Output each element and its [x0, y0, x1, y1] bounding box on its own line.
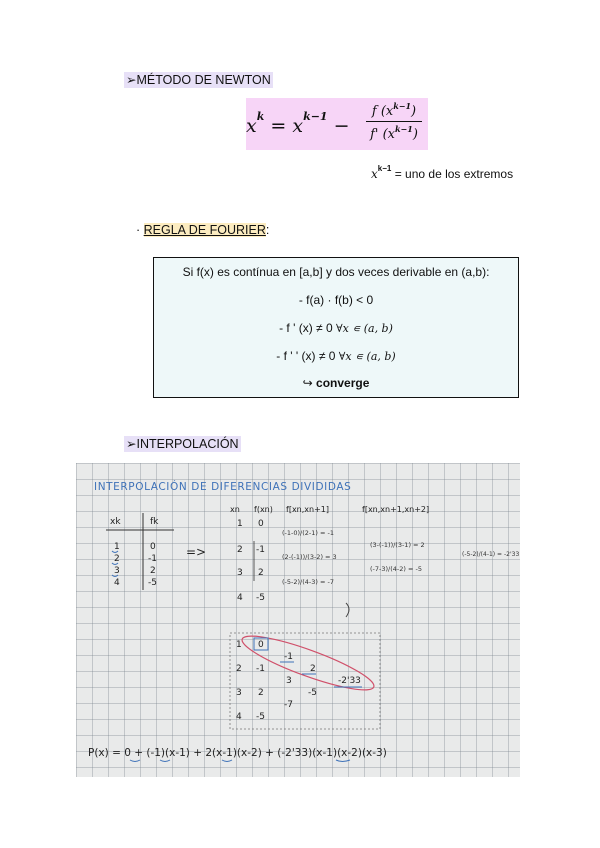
arrow-implies: => [186, 545, 207, 559]
fxn-3: 2 [258, 568, 264, 578]
tri-d2-1: 2 [310, 664, 316, 674]
left-x-3: 3 [114, 566, 120, 576]
tri-x-4: 4 [236, 712, 242, 722]
xn-3: 3 [237, 568, 243, 578]
left-x-4: 4 [114, 578, 120, 588]
tri-d2-2: -5 [308, 688, 317, 698]
polynomial: P(x) = 0 + (-1)(x-1) + 2(x-1)(x-2) + (-2'33)(x-1)(x-2)(x-3) [88, 747, 387, 759]
tri-d3: -2'33 [338, 676, 361, 686]
formula-denominator: f' $(x^{k-1})$ [370, 124, 418, 142]
formula-numerator: f $(x^{k-1})$ [371, 101, 417, 119]
tri-x-1: 1 [236, 640, 242, 650]
left-f-2: -1 [148, 554, 157, 564]
notebook-photo [76, 463, 520, 777]
left-header-fk: fk [150, 517, 159, 527]
tri-x-2: 2 [236, 664, 242, 674]
fxn-2: -1 [256, 545, 265, 555]
fourier-line-4: - f ' ' (x) ≠ 0 ∀x ∊ (a, b) [276, 349, 396, 363]
header-first-diff: f[xn,xn+1] [286, 505, 330, 514]
tri-x-3: 3 [236, 688, 242, 698]
tri-d1-2: 3 [286, 676, 292, 686]
header-second-diff: f[xn,xn+1,xn+2] [362, 505, 430, 514]
notes-title: INTERPOLACIÓN DE DIFERENCIAS DIVIDIDAS [94, 481, 352, 493]
fourier-line-3: - f ' (x) ≠ 0 ∀x ∊ (a, b) [279, 321, 393, 335]
formula-fraction [366, 101, 422, 142]
third-diff: (-5-2)/(4-1) = -2'33 [462, 551, 520, 558]
fourier-title: REGLA DE FOURIER [143, 223, 266, 237]
fourier-line-1: Si f(x) es contínua en [a,b] y dos veces derivable en (a,b): [182, 265, 490, 279]
fourier-box [153, 257, 519, 398]
newton-heading: ➢MÉTODO DE NEWTON [126, 73, 271, 87]
first-diff-1: (-1-0)/(2-1) = -1 [282, 529, 334, 537]
tri-f-3: 2 [258, 688, 264, 698]
left-f-1: 0 [150, 542, 156, 552]
tri-f-4: -5 [256, 712, 265, 722]
fourier-line-2: - f(a) · f(b) < 0 [298, 293, 374, 307]
left-header-xk: xk [110, 517, 121, 527]
header-xn: xn [230, 505, 240, 514]
interpolacion-heading: ➢INTERPOLACIÓN [126, 437, 239, 451]
tri-d1-1: -1 [284, 652, 293, 662]
fourier-converge: ↪ converge [302, 376, 370, 390]
first-diff-3: (-5-2)/(4-3) = -7 [282, 578, 334, 586]
left-x-1: 1 [114, 542, 120, 552]
handwritten-notes [76, 463, 520, 777]
left-x-2: 2 [114, 554, 120, 564]
newton-note: $x^{k-1}$ = uno de los extremos [371, 164, 514, 181]
xn-2: 2 [237, 545, 243, 555]
left-f-3: 2 [150, 566, 156, 576]
fxn-4: -5 [256, 593, 265, 603]
header-fxn: f(xn) [254, 505, 273, 514]
tri-f-2: -1 [256, 664, 265, 674]
second-diff-2: (-7-3)/(4-2) = -5 [370, 565, 422, 573]
tri-d1-3: -7 [284, 700, 293, 710]
xn-1: 1 [237, 519, 243, 529]
fourier-heading: · REGLA DE FOURIER: [136, 223, 270, 237]
tri-f-1: 0 [258, 640, 264, 650]
fxn-1: 0 [258, 519, 264, 529]
second-diff-1: (3-(-1))/(3-1) = 2 [370, 541, 425, 549]
xn-4: 4 [237, 593, 243, 603]
left-f-4: -5 [148, 578, 157, 588]
first-diff-2: (2-(-1))/(3-2) = 3 [282, 553, 337, 561]
newton-formula [246, 98, 428, 150]
formula-lhs: $x^k = x^{k-1}$ − [246, 110, 350, 137]
